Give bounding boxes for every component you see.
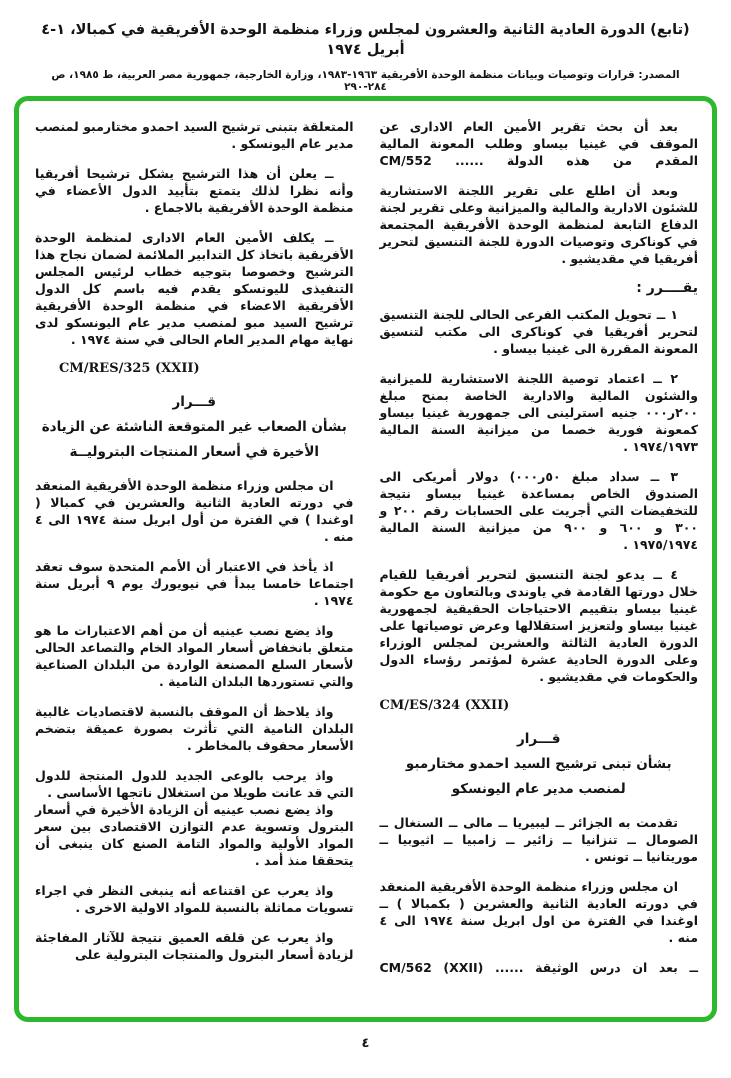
paragraph: بعد أن بحث تقرير الأمين العام الادارى عن الموقف في غينيا بيساو وطلب المعونة المالية المقدم من هذه الدولة ...... CM/552 bbox=[379, 119, 698, 168]
paragraph: واذ يعرب عن قلقه العميق نتيجة للآثار المفاجئة لزيادة أسعار البترول والمنتجات البترولية على bbox=[35, 930, 354, 962]
resolution-item: ٣ ــ سداد مبلغ ٥٠ر٠٠٠) دولار أمريكى الى الصندوق الخاص بمساعدة غينيا بيساو نتيجة للتخفيضات التي أجريت على الحسابات رقم ٢٠٠ و ٣٠٠ و ٦٠٠ و ٩٠٠ من ميزانية السنة المالية ١٩٧٥/١٩٧٤ . bbox=[379, 469, 699, 552]
resolution-title-line: قـــرار bbox=[517, 731, 561, 747]
page-header-source: المصدر: قرارات وتوصيات وبيانات منظمة الوحدة الأفريقية ١٩٦٣-١٩٨٣، وزارة الخارجية، جمهورية مصر العربية، ط ١٩٨٥، ص ٢٨٤-٢٩٠ bbox=[51, 69, 680, 93]
paragraph: ــ بعد ان درس الوثيقة ...... CM/562 (XXII) bbox=[379, 960, 698, 975]
resolution-item: ١ ــ تحويل المكتب الفرعى الحالى للجنة التنسيق لتحرير أفريقيا في كوناكرى الى مكتب لتنسيق المعونة المقررة الى غينيا بيساو . bbox=[379, 307, 698, 356]
page-number: ٤ bbox=[361, 1036, 370, 1051]
resolution-title-line: بشأن الصعاب غير المتوقعة الناشئة عن الزيادة bbox=[41, 419, 347, 435]
column-left bbox=[35, 118, 354, 1007]
page-header-title: (تابع) الدورة العادية الثانية والعشرون لمجلس وزراء منظمة الوحدة الأفريقية في كمبالا، ١-٤ أبريل ١٩٧٤ bbox=[41, 22, 690, 58]
resolution-title-line: الأخيرة في أسعار المنتجات البتروليــة bbox=[69, 444, 320, 460]
paragraph: ــ يعلن أن هذا الترشيح يشكل ترشيحا أفريقيا وأنه نظرا لذلك يتمتع بتأييد الدول الأعضاء في منظمة الوحدة الأفريقية بالاجماع . bbox=[35, 166, 354, 215]
resolution-item: ٢ ــ اعتماد توصية اللجنة الاستشارية للميزانية والشئون المالية والادارية الخاصة بمنح مبلغ ٢٠٠ر٠٠٠ جنيه استرلينى الى جمهورية غينيا بيساو كمعونة فورية خصما من ميزانية السنة المالية ١٩٧٤/١٩٧٣ . bbox=[379, 371, 698, 454]
resolution-heading bbox=[380, 727, 699, 802]
two-column-layout bbox=[19, 101, 712, 1017]
document-reference: CM/RES/325 (XXII) bbox=[59, 361, 200, 376]
paragraph: ــ يكلف الأمين العام الادارى لمنظمة الوحدة الأفريقية باتخاذ كل التدابير الملائمة لضمان نجاح هذا الترشيح وخصوصا بتوجيه خطاب لرئيس المجلس التنفيذى لليونسكو يقدم فيه باسم كل الدول الأفريقية الاعضاء في منظمة الوحدة الأفريقية ترشيح السيد مبو لمنصب مدير عام اليونسكو لدى نهاية مهام المدير العام الحالى في سنة ١٩٧٤ . bbox=[35, 230, 354, 347]
paragraph: اذ يأخذ في الاعتبار أن الأمم المتحدة سوف تعقد اجتماعا خامسا يبدأ في نيويورك يوم ٩ أبريل سنة ١٩٧٤ . bbox=[35, 559, 354, 608]
resolution-title-line: بشأن تبنى ترشيح السيد احمدو مختارمبو bbox=[405, 756, 672, 772]
paragraph: ان مجلس وزراء منظمة الوحدة الأفريقية المنعقد في دورته العادية الثانية والعشرين ( بكمبالا ) ــ اوغندا في الفترة من اول ابريل سنة ١٩٧٤ الى ٤ منه . bbox=[379, 879, 698, 945]
paragraph: واذ يضع نصب عينيه أن الزيادة الأخيرة في أسعار البترول وتسوية عدم التوازن الاقتصادى بين سعر المواد الأولية والمواد التامة الصنع كان ينبغى أن يتحققا منذ أمد . bbox=[35, 802, 354, 868]
paragraph: واذ يرحب بالوعى الجديد للدول المنتجة للدول التي قد عانت طويلا من استغلال ناتجها الأساسى . bbox=[35, 768, 354, 800]
resolution-heading bbox=[35, 390, 354, 465]
paragraph: وبعد أن اطلع على تقرير اللجنة الاستشارية للشئون الادارية والمالية والميزانية وعلى تقرير لجنة الدفاع التابعة لمنظمة الوحدة الأفريقية المجتمعة في كوناكرى وتوصيات الدورة للجنة التنسيق لتحرير أفريقيا في مقديشيو . bbox=[379, 183, 698, 266]
document-reference: CM/ES/324 (XXII) bbox=[379, 698, 510, 713]
green-border-frame bbox=[14, 96, 717, 1022]
decides-heading: يقــــرر : bbox=[636, 280, 698, 296]
resolution-item: ٤ ــ يدعو لجنة التنسيق لتحرير أفريقيا للقيام خلال دورتها القادمة في ياوندى وبالتعاون مع حكومة غينيا بيساو بتقييم الاحتياجات الحقيقية لجمهورية غينيا بيساو ولتعزيز استقلالها وعرض توصياتها على الدورة العادية الثالثة والعشرين لمجلس الوزراء وعلى الدورة الحادية عشرة لمؤتمر رؤساء الدول والحكومات في مقديشيو . bbox=[379, 567, 698, 684]
resolution-title-line: لمنصب مدير عام اليونسكو bbox=[451, 781, 626, 797]
paragraph: تقدمت به الجزائر ــ ليبيريا ــ مالى ــ السنغال ــ الصومال ــ تنزانيا ــ زائير ــ زامبيا ــ اثيوبيا ــ موريتانيا ــ تونس . bbox=[379, 815, 698, 864]
column-right bbox=[380, 118, 699, 1007]
resolution-title-line: قـــرار bbox=[172, 394, 216, 410]
paragraph: واذ يعرب عن اقتناعه أنه ينبغى النظر في اجراء تسويات مماثلة بالنسبة للمواد الاولية الاخرى . bbox=[35, 883, 354, 915]
page-header bbox=[0, 20, 731, 93]
paragraph: ان مجلس وزراء منظمة الوحدة الأفريقية المنعقد في دورته العادية الثانية والعشرين في كمبالا ( اوغندا ) في الفترة من أول ابريل سنة ١٩٧٤ الى ٤ منه . bbox=[35, 478, 354, 544]
paragraph: واذ يضع نصب عينيه أن من أهم الاعتبارات ما هو متعلق بانخفاض أسعار المواد الخام والتصاعد الحالى لأسعار السلع المصنعة الواردة من البلدان الصناعية والتي تستوردها البلدان النامية . bbox=[35, 623, 354, 689]
paragraph: المتعلقة بتبنى ترشيح السيد احمدو مختارمبو لمنصب مدير عام اليونسكو . bbox=[35, 119, 354, 151]
paragraph: واذ يلاحظ أن الموقف بالنسبة لاقتصاديات غالبية البلدان النامية التي تأثرت بصورة عميقة بتضخم الأسعار محفوف بالمخاطر . bbox=[35, 704, 354, 753]
